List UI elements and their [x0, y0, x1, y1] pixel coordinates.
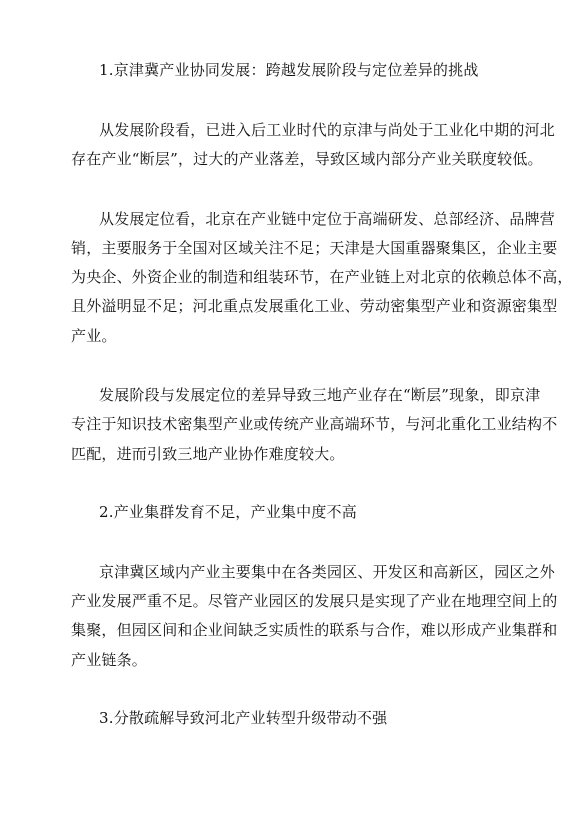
section-heading-2: 2.产业集群发育不足，产业集中度不高	[99, 503, 357, 521]
paragraph-line: 京津冀区域内产业主要集中在各类园区、开发区和高新区，园区之外	[99, 563, 556, 581]
paragraph-line: 从发展阶段看，已进入后工业时代的京津与尚处于工业化中期的河北	[99, 121, 556, 139]
paragraph-line: 从发展定位看，北京在产业链中定位于高端研发、总部经济、品牌营	[99, 210, 556, 228]
paragraph-line: 发展阶段与发展定位的差异导致三地产业存在“断层”现象，即京津	[99, 386, 541, 404]
paragraph-line: 且外溢明显不足；河北重点发展重化工业、劳动密集型产业和资源密集型	[71, 297, 558, 315]
paragraph-line: 集聚，但园区间和企业间缺乏实质性的联系与合作，难以形成产业集群和	[71, 621, 558, 639]
paragraph-line: 存在产业“断层”，过大的产业落差，导致区域内部分产业关联度较低。	[71, 150, 543, 168]
paragraph-line: 为央企、外资企业的制造和组装环节，在产业链上对北京的依赖总体不高，	[71, 268, 573, 286]
paragraph-line: 产业链条。	[71, 651, 148, 669]
section-heading-1: 1.京津冀产业协同发展：跨越发展阶段与定位差异的挑战	[99, 61, 479, 79]
paragraph-line: 匹配，进而引致三地产业协作难度较大。	[71, 445, 345, 463]
paragraph-line: 产业。	[71, 327, 117, 345]
section-heading-3: 3.分散疏解导致河北产业转型升级带动不强	[99, 709, 388, 727]
paragraph-line: 销，主要服务于全国对区域关注不足；天津是大国重器聚集区，企业主要	[71, 239, 558, 257]
paragraph-line: 专注于知识技术密集型产业或传统产业高端环节，与河北重化工业结构不	[71, 415, 558, 433]
paragraph-line: 产业发展严重不足。尽管产业园区的发展只是实现了产业在地理空间上的	[71, 592, 558, 610]
